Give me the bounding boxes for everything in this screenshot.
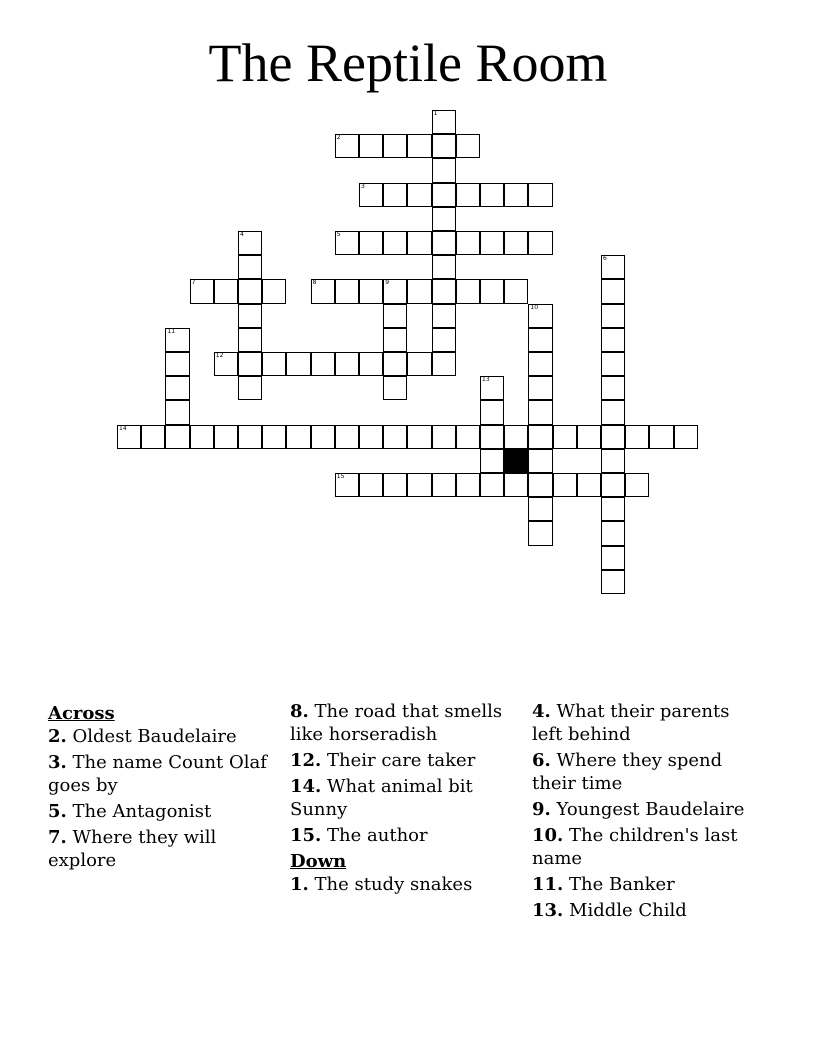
crossword-cell[interactable]: [383, 183, 407, 207]
crossword-cell[interactable]: [480, 231, 504, 255]
crossword-cell[interactable]: [238, 255, 262, 279]
crossword-cell[interactable]: [601, 497, 625, 521]
clue-number-label: 12: [215, 352, 224, 359]
crossword-cell[interactable]: [432, 328, 456, 352]
crossword-cell[interactable]: [432, 158, 456, 182]
clue-column: [532, 700, 757, 925]
crossword-cell[interactable]: [432, 207, 456, 231]
clue-item: [532, 824, 757, 870]
clue-number: 12.: [290, 750, 322, 771]
crossword-cell[interactable]: [335, 352, 359, 376]
crossword-cell[interactable]: [528, 376, 552, 400]
clue-number: 14.: [290, 776, 322, 797]
crossword-cell[interactable]: [335, 231, 359, 255]
clue-text: Their care taker: [321, 750, 476, 771]
crossword-cell[interactable]: [528, 400, 552, 424]
crossword-cell[interactable]: [601, 279, 625, 303]
crossword-cell[interactable]: [311, 352, 335, 376]
crossword-cell[interactable]: [165, 425, 189, 449]
clue-number-label: 15: [336, 473, 345, 480]
crossword-cell[interactable]: [456, 425, 480, 449]
crossword-cell[interactable]: [238, 328, 262, 352]
clue-text: The road that smells like horseradish: [290, 701, 503, 745]
crossword-cell[interactable]: [480, 183, 504, 207]
crossword-cell[interactable]: [407, 279, 431, 303]
crossword-cell[interactable]: [432, 255, 456, 279]
clue-number-label: 4: [240, 231, 244, 238]
crossword-cell[interactable]: [311, 279, 335, 303]
crossword-cell[interactable]: [407, 231, 431, 255]
clue-number: 10.: [532, 825, 564, 846]
crossword-cell[interactable]: [432, 352, 456, 376]
crossword-cell[interactable]: [480, 425, 504, 449]
crossword-cell[interactable]: [359, 352, 383, 376]
clue-text: Youngest Baudelaire: [550, 799, 745, 820]
crossword-cell[interactable]: [528, 328, 552, 352]
clue-number: 6.: [532, 750, 551, 771]
crossword-cell[interactable]: [528, 352, 552, 376]
crossword-cell[interactable]: [286, 352, 310, 376]
crossword-cell[interactable]: [359, 425, 383, 449]
clue-item: [48, 800, 273, 823]
crossword-cell[interactable]: [238, 304, 262, 328]
clue-text: What their parents left behind: [532, 701, 730, 745]
clue-text: Oldest Baudelaire: [66, 726, 237, 747]
clue-number: 2.: [48, 726, 67, 747]
crossword-cell[interactable]: [165, 376, 189, 400]
crossword-cell[interactable]: [504, 279, 528, 303]
clue-item: [532, 873, 757, 896]
crossword-cell[interactable]: [262, 352, 286, 376]
crossword-cell[interactable]: [528, 449, 552, 473]
crossword-cell[interactable]: [383, 134, 407, 158]
crossword-cell[interactable]: [553, 473, 577, 497]
crossword-cell[interactable]: [432, 110, 456, 134]
clue-number: 4.: [532, 701, 551, 722]
clue-item: [290, 700, 515, 746]
crossword-cell[interactable]: [456, 183, 480, 207]
clue-text: Where they will explore: [48, 827, 217, 871]
crossword-cell[interactable]: [432, 183, 456, 207]
clue-number: 7.: [48, 827, 67, 848]
crossword-cell[interactable]: [480, 473, 504, 497]
crossword-cell[interactable]: [528, 304, 552, 328]
crossword-cell[interactable]: [504, 231, 528, 255]
crossword-cell[interactable]: [577, 473, 601, 497]
crossword-cell[interactable]: [383, 231, 407, 255]
crossword-cell[interactable]: [456, 134, 480, 158]
clue-number: 11.: [532, 874, 564, 895]
crossword-cell[interactable]: [553, 425, 577, 449]
clue-number-label: 5: [336, 231, 341, 238]
crossword-cell[interactable]: [383, 376, 407, 400]
crossword-cell[interactable]: [335, 425, 359, 449]
clue-number-label: 13: [482, 376, 490, 384]
clue-column: [48, 700, 273, 875]
clue-column: [290, 700, 515, 899]
crossword-cell[interactable]: [238, 376, 262, 400]
crossword-cell[interactable]: [456, 473, 480, 497]
crossword-cell[interactable]: [383, 352, 407, 376]
crossword-cell[interactable]: [601, 546, 625, 570]
crossword-cell[interactable]: [504, 425, 528, 449]
clue-item: [532, 899, 757, 922]
crossword-cell[interactable]: [528, 521, 552, 545]
crossword-cell[interactable]: [601, 352, 625, 376]
clue-item: [290, 749, 515, 772]
crossword-cell[interactable]: [432, 134, 456, 158]
clue-item: [532, 749, 757, 795]
crossword-cell[interactable]: [407, 352, 431, 376]
crossword-cell[interactable]: [649, 425, 673, 449]
crossword-cell[interactable]: [214, 352, 238, 376]
clue-text: Where they spend their time: [532, 750, 723, 794]
crossword-cell[interactable]: [432, 304, 456, 328]
clue-number-label: 9: [385, 279, 390, 287]
crossword-cell[interactable]: [601, 570, 625, 594]
crossword-cell[interactable]: [601, 304, 625, 328]
crossword-cell[interactable]: [359, 183, 383, 207]
crossword-cell[interactable]: [432, 279, 456, 303]
clue-text: The study snakes: [308, 874, 473, 895]
clue-text: The author: [321, 825, 428, 846]
crossword-cell[interactable]: [528, 425, 552, 449]
crossword-cell[interactable]: [383, 328, 407, 352]
crossword-cell[interactable]: [359, 134, 383, 158]
crossword-cell[interactable]: [214, 279, 238, 303]
crossword-cell[interactable]: [480, 449, 504, 473]
clue-number-label: 1: [433, 110, 438, 117]
clue-text: The children's last name: [532, 825, 738, 869]
clue-item: [290, 873, 515, 896]
crossword-cell[interactable]: [286, 425, 310, 449]
crossword-cell[interactable]: [601, 400, 625, 424]
clue-number: 15.: [290, 825, 322, 846]
clue-item: [48, 826, 273, 872]
crossword-cell[interactable]: [311, 425, 335, 449]
crossword-cell[interactable]: [262, 425, 286, 449]
crossword-cell[interactable]: [359, 473, 383, 497]
crossword-cell[interactable]: [504, 473, 528, 497]
crossword-cell[interactable]: [165, 328, 189, 352]
crossword-cell[interactable]: [190, 425, 214, 449]
clue-item: [290, 824, 515, 847]
down-heading: Down: [290, 851, 347, 872]
crossword-cell[interactable]: [383, 473, 407, 497]
clue-number: 13.: [532, 900, 564, 921]
crossword-cell[interactable]: [335, 473, 359, 497]
crossword-cell[interactable]: [456, 279, 480, 303]
crossword-cell[interactable]: [141, 425, 165, 449]
clue-number-label: 3: [361, 182, 365, 190]
clue-number-label: 6: [603, 255, 607, 263]
clue-number: 3.: [48, 752, 67, 773]
crossword-cell[interactable]: [601, 521, 625, 545]
crossword-cell[interactable]: [335, 134, 359, 158]
crossword-cell[interactable]: [165, 352, 189, 376]
clue-number-label: 2: [336, 134, 341, 142]
crossword-cell[interactable]: [238, 231, 262, 255]
clue-number: 8.: [290, 701, 309, 722]
crossword-cell[interactable]: [117, 425, 141, 449]
clue-number: 5.: [48, 801, 67, 822]
across-heading: Across: [48, 703, 115, 724]
clue-text: What animal bit Sunny: [290, 776, 473, 820]
clue-number-label: 14: [119, 424, 127, 432]
crossword-cell[interactable]: [625, 425, 649, 449]
clue-number-label: 8: [312, 279, 317, 287]
page-title: The Reptile Room: [208, 33, 608, 93]
clue-number-label: 10: [530, 303, 539, 311]
crossword-cell[interactable]: [359, 279, 383, 303]
crossword-cell[interactable]: [238, 279, 262, 303]
crossword-cell[interactable]: [383, 279, 407, 303]
clue-number: 9.: [532, 799, 551, 820]
crossword-cell[interactable]: [480, 279, 504, 303]
crossword-cell[interactable]: [238, 352, 262, 376]
crossword-cell[interactable]: [335, 279, 359, 303]
crossword-cell[interactable]: [601, 425, 625, 449]
crossword-cell[interactable]: [601, 328, 625, 352]
crossword-cell[interactable]: [383, 425, 407, 449]
crossword-cell[interactable]: [407, 473, 431, 497]
crossword-cell[interactable]: [383, 304, 407, 328]
clue-text: The name Count Olaf goes by: [48, 752, 267, 796]
clue-number-label: 7: [191, 279, 196, 287]
crossword-cell[interactable]: [432, 473, 456, 497]
clue-text: The Banker: [563, 874, 675, 895]
crossword-cell[interactable]: [432, 231, 456, 255]
crossword-cell[interactable]: [407, 134, 431, 158]
clue-text: Middle Child: [563, 900, 687, 921]
crossword-cell[interactable]: [601, 376, 625, 400]
crossword-cell[interactable]: [601, 449, 625, 473]
crossword-cell[interactable]: [214, 425, 238, 449]
crossword-cell[interactable]: [528, 231, 552, 255]
crossword-cell[interactable]: [480, 400, 504, 424]
crossword-cell[interactable]: [480, 376, 504, 400]
clue-item: [532, 798, 757, 821]
crossword-cell[interactable]: [238, 425, 262, 449]
clue-item: [290, 775, 515, 821]
crossword-cell[interactable]: [359, 231, 383, 255]
crossword-cell[interactable]: [456, 231, 480, 255]
crossword-cell[interactable]: [262, 279, 286, 303]
crossword-cell[interactable]: [165, 400, 189, 424]
crossword-cell[interactable]: [577, 425, 601, 449]
crossword-cell[interactable]: [432, 425, 456, 449]
crossword-cell[interactable]: [625, 473, 649, 497]
crossword-cell[interactable]: [407, 425, 431, 449]
clue-item: [532, 700, 757, 746]
crossword-cell[interactable]: [601, 255, 625, 279]
crossword-cell[interactable]: [601, 473, 625, 497]
crossword-cell[interactable]: [190, 279, 214, 303]
clue-item: [48, 725, 273, 748]
crossword-cell[interactable]: [528, 473, 552, 497]
crossword-black-cell: [504, 449, 528, 473]
crossword-cell[interactable]: [504, 183, 528, 207]
crossword-cell[interactable]: [528, 183, 552, 207]
clue-number-label: 11: [167, 327, 176, 335]
clue-item: [48, 751, 273, 797]
crossword-cell[interactable]: [407, 183, 431, 207]
clue-text: The Antagonist: [66, 801, 212, 822]
crossword-cell[interactable]: [674, 425, 698, 449]
crossword-cell[interactable]: [528, 497, 552, 521]
clue-number: 1.: [290, 874, 309, 895]
